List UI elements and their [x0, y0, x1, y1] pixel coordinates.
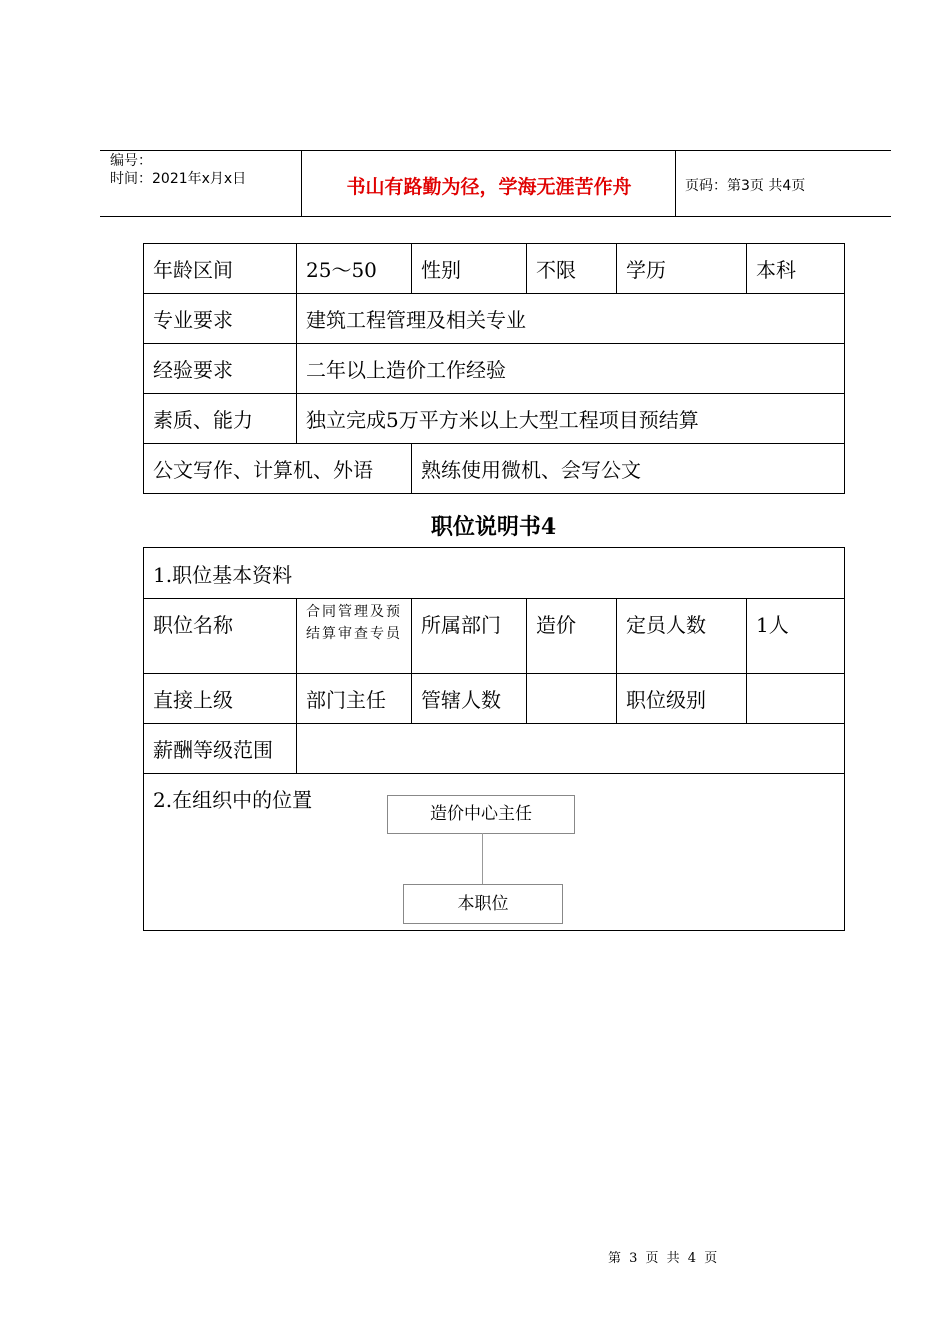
subordinates-label: 管辖人数 — [412, 674, 527, 724]
table-row — [144, 724, 845, 774]
superior-label: 直接上级 — [144, 674, 297, 724]
superior-value: 部门主任 — [297, 674, 412, 724]
salary-value — [297, 724, 845, 774]
headcount-label: 定员人数 — [617, 599, 747, 674]
skills-value: 熟练使用微机、会写公文 — [412, 444, 845, 494]
document-title: 职位说明书4 — [430, 514, 557, 540]
salary-label: 薪酬等级范围 — [144, 724, 297, 774]
experience-value: 二年以上造价工作经验 — [297, 344, 845, 394]
org-connector — [482, 833, 483, 885]
level-value — [747, 674, 845, 724]
doc-time-label: 时间：2021年x月x日 — [110, 171, 247, 187]
gender-label: 性别 — [412, 244, 527, 294]
major-label: 专业要求 — [144, 294, 297, 344]
position-info-table — [143, 547, 845, 931]
department-value: 造价 — [527, 599, 617, 674]
table-row — [144, 344, 845, 394]
education-label: 学历 — [617, 244, 747, 294]
position-name-label: 职位名称 — [144, 599, 297, 674]
major-value: 建筑工程管理及相关专业 — [297, 294, 845, 344]
position-name-value: 合同管理及预结算审查专员 — [297, 599, 412, 674]
header-motto: 书山有路勤为径，学海无涯苦作舟 — [346, 176, 632, 198]
skills-label: 公文写作、计算机、外语 — [144, 444, 412, 494]
section-org-position: 2.在组织中的位置 — [144, 774, 845, 931]
table-row — [144, 294, 845, 344]
table-row — [144, 548, 845, 599]
page-footer: 第 3 页 共 4 页 — [608, 1251, 718, 1266]
headcount-value: 1人 — [747, 599, 845, 674]
age-value: 25～50 — [297, 244, 412, 294]
table-row — [144, 394, 845, 444]
table-row — [144, 244, 845, 294]
level-label: 职位级别 — [617, 674, 747, 724]
subordinates-value — [527, 674, 617, 724]
table-row — [144, 444, 845, 494]
education-value: 本科 — [747, 244, 845, 294]
requirements-table — [143, 243, 845, 494]
department-label: 所属部门 — [412, 599, 527, 674]
org-node-manager: 造价中心主任 — [387, 795, 575, 834]
header-meta — [110, 152, 246, 188]
header-page-info: 页码：第3页 共4页 — [685, 178, 806, 194]
header-bottom-rule — [100, 216, 891, 217]
org-node-this-position: 本职位 — [403, 884, 563, 924]
gender-value: 不限 — [527, 244, 617, 294]
quality-value: 独立完成5万平方米以上大型工程项目预结算 — [297, 394, 845, 444]
table-row — [144, 674, 845, 724]
age-label: 年龄区间 — [144, 244, 297, 294]
experience-label: 经验要求 — [144, 344, 297, 394]
quality-label: 素质、能力 — [144, 394, 297, 444]
table-row — [144, 599, 845, 674]
doc-number-label: 编号： — [110, 153, 152, 169]
header-top-rule — [100, 150, 891, 151]
section-basic-info: 1.职位基本资料 — [144, 548, 845, 599]
